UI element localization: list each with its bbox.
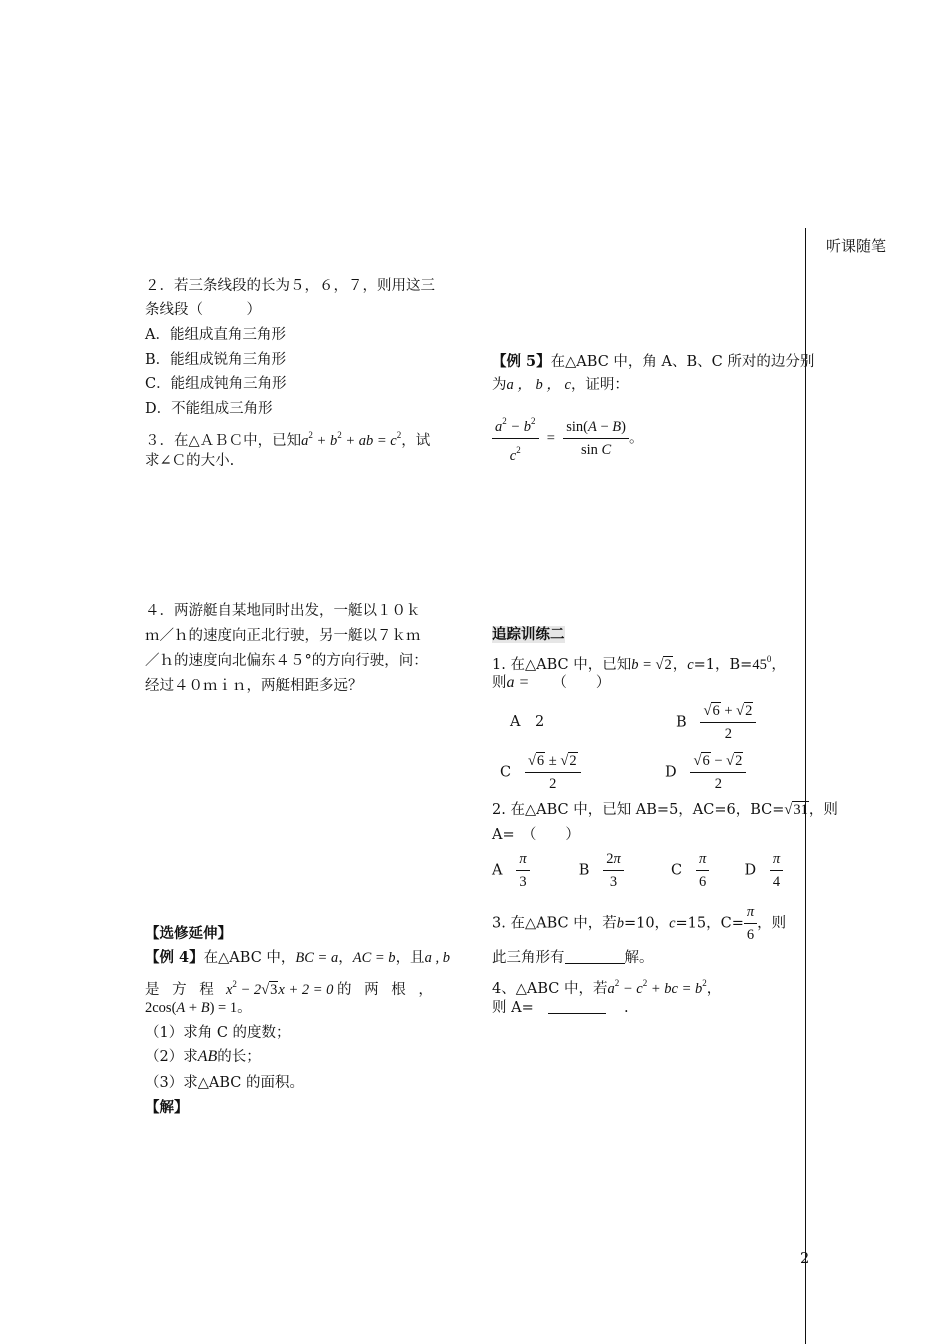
- ex5-rhs-frac: $\frac{\sin(A - B)}{\text{sin C}}$: [563, 418, 629, 459]
- ex5-text2a: 为: [492, 377, 507, 393]
- q2-option-a: A．能组成直角三角形: [145, 327, 286, 343]
- extension-title: 【选修延伸】: [145, 925, 232, 942]
- q3-line1: [145, 425, 430, 451]
- track-q2-optD-frac: $\frac{\pi}{4}$: [770, 850, 783, 891]
- ex4-and: ，且: [395, 950, 425, 966]
- q2-option-b: B．能组成锐角三角形: [145, 352, 287, 368]
- track-q1-line2: [492, 673, 610, 693]
- q4-line2: ｍ／ｈ的速度向正北行驶，另一艇以７ｋｍ: [145, 628, 421, 644]
- track-q3-line1: [492, 903, 786, 944]
- margin-divider: [805, 228, 806, 1344]
- track-title: 追踪训练二: [492, 626, 565, 643]
- ex4-part1: （1）求角 C 的度数；: [145, 1025, 291, 1041]
- track-q1-optD-frac: $\frac{√6 - √2}{2}$: [690, 752, 746, 793]
- track-q1-c: =1，B=: [693, 657, 753, 673]
- track-q2-a: 2. 在△ABC 中，已知 AB=5，AC=6，BC=: [492, 802, 785, 818]
- ex5-period: 。: [628, 430, 644, 447]
- track-q4-line1: [492, 973, 721, 999]
- ex4-sep: ，: [338, 950, 353, 966]
- q3-line2: 求∠Ｃ的大小.: [145, 453, 235, 469]
- ex4-part2: [145, 1047, 261, 1067]
- track-q3-blank[interactable]: [565, 949, 625, 964]
- ex5-abc: a ， b ， c: [506, 377, 571, 393]
- track-q1-b: ，: [672, 657, 688, 673]
- track-q2-line2: A= （ ）: [492, 827, 580, 843]
- track-q4-eq: $a^2 - c^2$ + bc = $b^2$: [607, 978, 707, 997]
- track-q1-b-eq: b = √2: [631, 657, 672, 673]
- track-q2-b: ，则: [808, 802, 838, 818]
- ex4-solution: 【解】: [145, 1099, 189, 1116]
- ex4-ab: a , b: [424, 950, 450, 966]
- ex4-label: 【例 4】: [145, 949, 204, 966]
- track-q2-options: A $\frac{\pi}{3}$ B $\frac{2\pi}{3}$ C $\frac{\pi}{6}$ D $\frac{\pi}{4}$: [492, 850, 783, 891]
- ex4-bc: BC = a: [295, 950, 339, 966]
- q4-line1: ４．两游艇自某地同时出发，一艇以１０ｋ: [145, 603, 421, 619]
- track-q1-line1: [492, 649, 786, 675]
- track-q1-optC: C $\frac{√6 \pm √2}{2}$: [500, 752, 581, 793]
- track-q1-a: 1. 在△ABC 中，已知: [492, 657, 632, 673]
- track-q1-optB: B $\frac{√6 + √2}{2}$: [676, 702, 756, 743]
- track-q4-line2: [492, 998, 629, 1018]
- track-q1-d: ，: [771, 657, 786, 673]
- track-q4-b: ，: [706, 981, 722, 997]
- q2-line2: 条线段（ ）: [145, 302, 261, 318]
- track-q3-b-var: b: [616, 915, 624, 932]
- ex5-text1: 在△ABC 中，角 A、B、C 所对的边分别: [550, 354, 815, 370]
- ex4-ab-seg: AB: [197, 1048, 218, 1065]
- ex4-part2b: 的长；: [217, 1049, 261, 1065]
- track-q1-optD: D $\frac{√6 - √2}{2}$: [665, 752, 746, 793]
- ex4-period: 。: [237, 1000, 252, 1016]
- track-q1-a-eq: a =: [506, 674, 530, 691]
- q3-suffix: ，试: [401, 433, 431, 449]
- track-q4-a: 4、△ABC 中，若: [492, 981, 608, 997]
- sidebar-title: 听课随笔: [826, 237, 887, 255]
- ex5-line1: [492, 352, 814, 372]
- page-number: 2: [800, 1251, 810, 1267]
- ex4-line2: [145, 974, 437, 1000]
- ex4-equation: $x^2 - 2√3x + 2 = 0$: [222, 979, 338, 998]
- ex5-text2b: ，证明：: [570, 377, 629, 393]
- track-q3-frac: $\frac{\pi}{6}$: [744, 903, 757, 944]
- q3-prefix: ３．在△ＡＢＣ中，已知: [145, 433, 302, 449]
- ex5-lhs-frac: $\frac{a^2 - b^2}{c^2}$: [492, 412, 539, 465]
- track-q2-optA-frac: $\frac{\pi}{3}$: [516, 850, 529, 891]
- ex4-line2b: 的 两 根 ，: [337, 982, 437, 998]
- track-q3-b: =10，: [623, 915, 670, 932]
- track-q3-c: =15，C=: [675, 915, 744, 932]
- track-q3-a: 3. 在△ABC 中，若: [492, 915, 617, 932]
- q2-line1: ２．若三条线段的长为５，６，７，则用这三: [145, 278, 435, 294]
- ex4-line1: [145, 948, 450, 968]
- track-q1-line2b: （ ）: [552, 675, 611, 691]
- q4-line3: ／ｈ的速度向北偏东４５°的方向行驶，问：: [145, 653, 428, 669]
- track-q4-line2b: .: [624, 1000, 629, 1016]
- track-q2-optC-frac: $\frac{\pi}{6}$: [696, 850, 709, 891]
- track-q1-c-var: c: [687, 657, 694, 673]
- ex5-formula: $\frac{a^2 - b^2}{c^2}$ = $\frac{\sin(A - B)}{\text{sin C}}$ 。: [492, 412, 643, 465]
- track-q2-sqrt31: √31: [784, 802, 808, 818]
- track-q2-optB-frac: $\frac{2\pi}{3}$: [603, 850, 624, 891]
- q2-option-d: D．不能组成三角形: [145, 401, 273, 417]
- ex4-part3: （3）求△ABC 的面积。: [145, 1075, 304, 1091]
- track-q3-c-var: c: [669, 915, 676, 932]
- track-q1-optC-frac: $\frac{√6 \pm √2}{2}$: [525, 752, 581, 793]
- q4-line4: 经过４０ｍｉｎ，两艇相距多远？: [145, 678, 363, 694]
- track-q4-blank[interactable]: [548, 999, 606, 1014]
- track-q3-line2: [492, 948, 654, 968]
- ex4-ac: AC = b: [352, 950, 396, 966]
- q3-formula: $a^2 + b^2$ + ab = $c^2$: [301, 430, 402, 449]
- track-q4-line2a: 则 A=: [492, 1000, 534, 1016]
- track-q3-d: ，则: [757, 915, 787, 932]
- track-q1-angle: $45^0$: [752, 654, 772, 673]
- track-q2-line1: [492, 800, 838, 820]
- ex4-line2a: 是 方 程: [145, 982, 218, 998]
- track-q3-line2a: 此三角形有: [492, 950, 565, 966]
- q2-option-c: C．能组成钝角三角形: [145, 376, 287, 392]
- ex4-cos-eq: 2cos(A + B) = 1: [145, 1000, 238, 1016]
- track-q1-optB-frac: $\frac{√6 + √2}{2}$: [700, 702, 756, 743]
- ex4-part2a: （2）求: [145, 1049, 198, 1065]
- track-q1-optA: A 2: [510, 714, 545, 730]
- ex5-label: 【例 5】: [492, 353, 551, 370]
- ex5-line2: [492, 375, 629, 395]
- track-q1-line2a: 则: [492, 675, 507, 691]
- ex4-line3: [145, 998, 252, 1018]
- track-q3-line2b: 解。: [624, 950, 654, 966]
- ex4-text1: 在△ABC 中，: [203, 950, 296, 966]
